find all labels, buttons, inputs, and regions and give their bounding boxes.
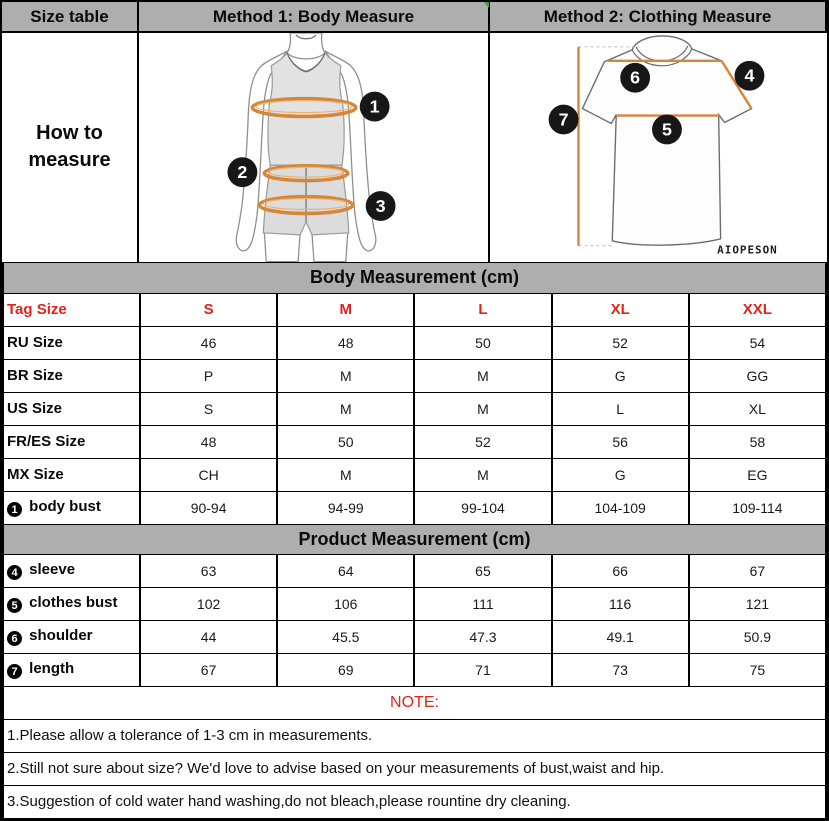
note-text: 1.Please allow a tolerance of 1-3 cm in measurements. [3,719,826,752]
circled-1-icon: 1 [7,502,22,517]
marker-3-number: 3 [375,195,386,216]
clothing-measure-diagram [490,33,827,262]
circled-4-icon: 4 [7,565,22,580]
right-leg [312,232,348,262]
table-row [3,326,826,359]
value-cell: XL [689,392,826,425]
value-cell: 106 [277,587,414,620]
value-cell: P [140,359,277,392]
value-cell: G [552,458,689,491]
row-label: 5 clothes bust [3,587,140,620]
table-row [3,587,826,620]
note-row [3,752,826,785]
value-cell: 121 [689,587,826,620]
note-text: 2.Still not sure about size? We'd love to advise based on your measurements of bust,waist and hip. [3,752,826,785]
table-row [3,359,826,392]
marker-1-number: 1 [369,96,380,117]
row-label: US Size [3,392,140,425]
value-cell: CH [140,458,277,491]
value-cell: 48 [277,326,414,359]
value-cell: 94-99 [277,491,414,524]
value-cell: 56 [552,425,689,458]
diagram-row [2,33,827,263]
value-cell: 99-104 [414,491,551,524]
top-header-row [2,2,827,33]
note-title-row [3,686,826,719]
value-cell: 45.5 [277,620,414,653]
table-row [3,491,826,524]
marker-6-number: 6 [630,67,641,88]
value-cell: EG [689,458,826,491]
tag-size-xxl: XXL [689,293,826,326]
size-table-heading: Size table [2,2,139,31]
note-title: NOTE: [3,686,826,719]
product-measurement-title: Product Measurement (cm) [3,524,826,554]
note-row [3,719,826,752]
value-cell: 64 [277,554,414,587]
value-cell: 71 [414,653,551,686]
value-cell: S [140,392,277,425]
tank-top [268,53,344,165]
table-row [3,392,826,425]
marker-4-number: 4 [744,65,755,86]
brand-label: AIOPESON [717,243,778,257]
value-cell: M [277,359,414,392]
notes-section [3,719,826,818]
value-cell: 49.1 [552,620,689,653]
table-row [3,653,826,686]
value-cell: M [277,392,414,425]
value-cell: M [414,458,551,491]
note-row [3,785,826,818]
tshirt-illustration [490,33,827,262]
value-cell: M [414,359,551,392]
tag-size-row [3,293,826,326]
value-cell: 67 [140,653,277,686]
value-cell: 90-94 [140,491,277,524]
note-title-section [3,686,826,719]
body-measurement-header-section [3,263,826,326]
table-row [3,554,826,587]
value-cell: 65 [414,554,551,587]
body-figure-illustration [139,33,488,262]
table-row [3,425,826,458]
value-cell: 75 [689,653,826,686]
value-cell: M [277,458,414,491]
value-cell: 44 [140,620,277,653]
row-label: BR Size [3,359,140,392]
how-to-measure-label: How to measure [2,33,139,262]
value-cell: 46 [140,326,277,359]
body-measurement-header-row [3,263,826,293]
row-label: 1 body bust [3,491,140,524]
body-measure-diagram [139,33,490,262]
marker-2-number: 2 [237,162,248,183]
product-measurement-header-section [3,524,826,554]
value-cell: G [552,359,689,392]
green-corner-mark [484,2,489,8]
value-cell: 116 [552,587,689,620]
value-cell: 54 [689,326,826,359]
circled-5-icon: 5 [7,598,22,613]
value-cell: GG [689,359,826,392]
value-cell: 69 [277,653,414,686]
tag-size-s: S [140,293,277,326]
value-cell: 50 [414,326,551,359]
left-leg [264,232,300,262]
tag-size-m: M [277,293,414,326]
marker-5-number: 5 [661,119,672,140]
tag-size-xl: XL [552,293,689,326]
circled-7-icon: 7 [7,664,22,679]
value-cell: 66 [552,554,689,587]
neck [287,33,325,59]
row-label: FR/ES Size [3,425,140,458]
size-table [2,263,827,819]
value-cell: M [414,392,551,425]
value-cell: 50.9 [689,620,826,653]
value-cell: 102 [140,587,277,620]
row-label: 4 sleeve [3,554,140,587]
row-label: 7 length [3,653,140,686]
note-text: 3.Suggestion of cold water hand washing,do not bleach,please rountine dry cleaning. [3,785,826,818]
value-cell: 109-114 [689,491,826,524]
value-cell: 67 [689,554,826,587]
product-measurement-rows [3,554,826,686]
body-measurement-rows [3,326,826,524]
value-cell: L [552,392,689,425]
table-row [3,620,826,653]
value-cell: 104-109 [552,491,689,524]
row-label: RU Size [3,326,140,359]
value-cell: 47.3 [414,620,551,653]
value-cell: 73 [552,653,689,686]
value-cell: 58 [689,425,826,458]
row-label: MX Size [3,458,140,491]
value-cell: 50 [277,425,414,458]
tag-size-label: Tag Size [3,293,140,326]
value-cell: 52 [414,425,551,458]
value-cell: 63 [140,554,277,587]
method1-heading: Method 1: Body Measure [139,2,490,31]
value-cell: 52 [552,326,689,359]
marker-7-number: 7 [558,109,569,130]
product-measurement-header-row [3,524,826,554]
tag-size-l: L [414,293,551,326]
row-label: 6 shoulder [3,620,140,653]
circled-6-icon: 6 [7,631,22,646]
value-cell: 48 [140,425,277,458]
table-row [3,458,826,491]
method2-heading: Method 2: Clothing Measure [490,2,827,31]
value-cell: 111 [414,587,551,620]
body-measurement-title: Body Measurement (cm) [3,263,826,293]
